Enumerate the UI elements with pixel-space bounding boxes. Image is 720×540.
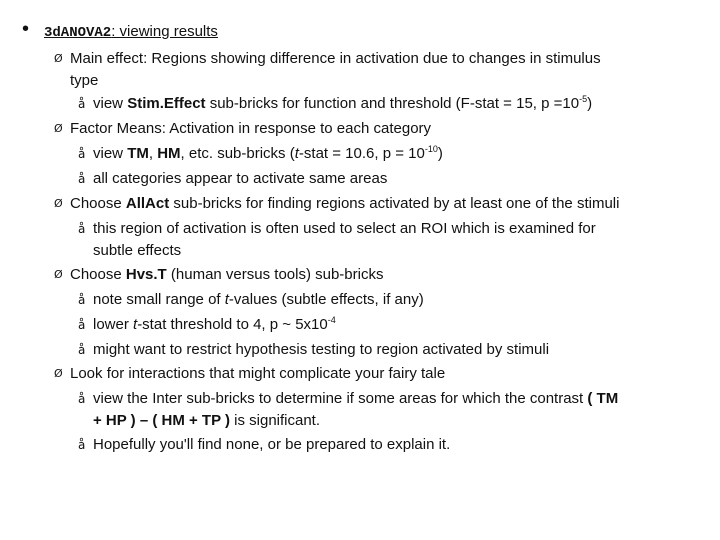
sub-item-text: note small range of t-values (subtle effects, if any) [93, 291, 424, 308]
sub-item-text: lower t-stat threshold to 4, p ~ $5x10^{-4}$ [93, 315, 336, 333]
sub-item-text: view the Inter sub-bricks to determine if some areas for which the contrast ( TM + HP ) – ( HM + TP ) is significant. [93, 390, 619, 429]
arrow-bullet-icon: Ø [54, 367, 63, 380]
sub-item-text: view TM, HM, etc. sub-bricks (t-stat = 10.6, $p = 10^{-10}$) [93, 144, 443, 162]
sub-item-text: view Stim.Effect sub-bricks for function and threshold (F-stat = 15, $p =10^{-5}$) [93, 94, 593, 112]
heading-rest: : viewing results [111, 23, 218, 40]
bullet-icon: • [22, 18, 30, 40]
check-bullet-icon: å [78, 438, 86, 452]
check-bullet-icon: å [78, 97, 86, 111]
item-text: Look for interactions that might complicate your fairy tale [70, 365, 446, 382]
item-text: Factor Means: Activation in response to each category [70, 120, 432, 137]
sub-item-text: might want to restrict hypothesis testing to region activated by stimuli [93, 341, 550, 358]
item-text: Main effect: Regions showing difference in activation due to changes in stimulus type [70, 50, 601, 89]
item-text: Choose AllAct sub-bricks for finding regions activated by at least one of the stimuli [70, 195, 620, 212]
sub-item-text: this region of activation is often used to select an ROI which is examined for subtle effects [93, 220, 596, 259]
check-bullet-icon: å [78, 172, 86, 186]
check-bullet-icon: å [78, 318, 86, 332]
arrow-bullet-icon: Ø [54, 52, 63, 65]
sub-item-text: all categories appear to activate same areas [93, 170, 388, 187]
arrow-bullet-icon: Ø [54, 197, 63, 210]
check-bullet-icon: å [78, 147, 86, 161]
check-bullet-icon: å [78, 392, 86, 406]
slide-heading [44, 22, 218, 43]
arrow-bullet-icon: Ø [54, 268, 63, 281]
check-bullet-icon: å [78, 343, 86, 357]
check-bullet-icon: å [78, 222, 86, 236]
sub-item-text: Hopefully you'll find none, or be prepared to explain it. [93, 436, 451, 453]
command-name: 3dANOVA2 [44, 25, 112, 41]
check-bullet-icon: å [78, 293, 86, 307]
item-text: Choose Hvs.T (human versus tools) sub-bricks [70, 266, 384, 283]
arrow-bullet-icon: Ø [54, 122, 63, 135]
